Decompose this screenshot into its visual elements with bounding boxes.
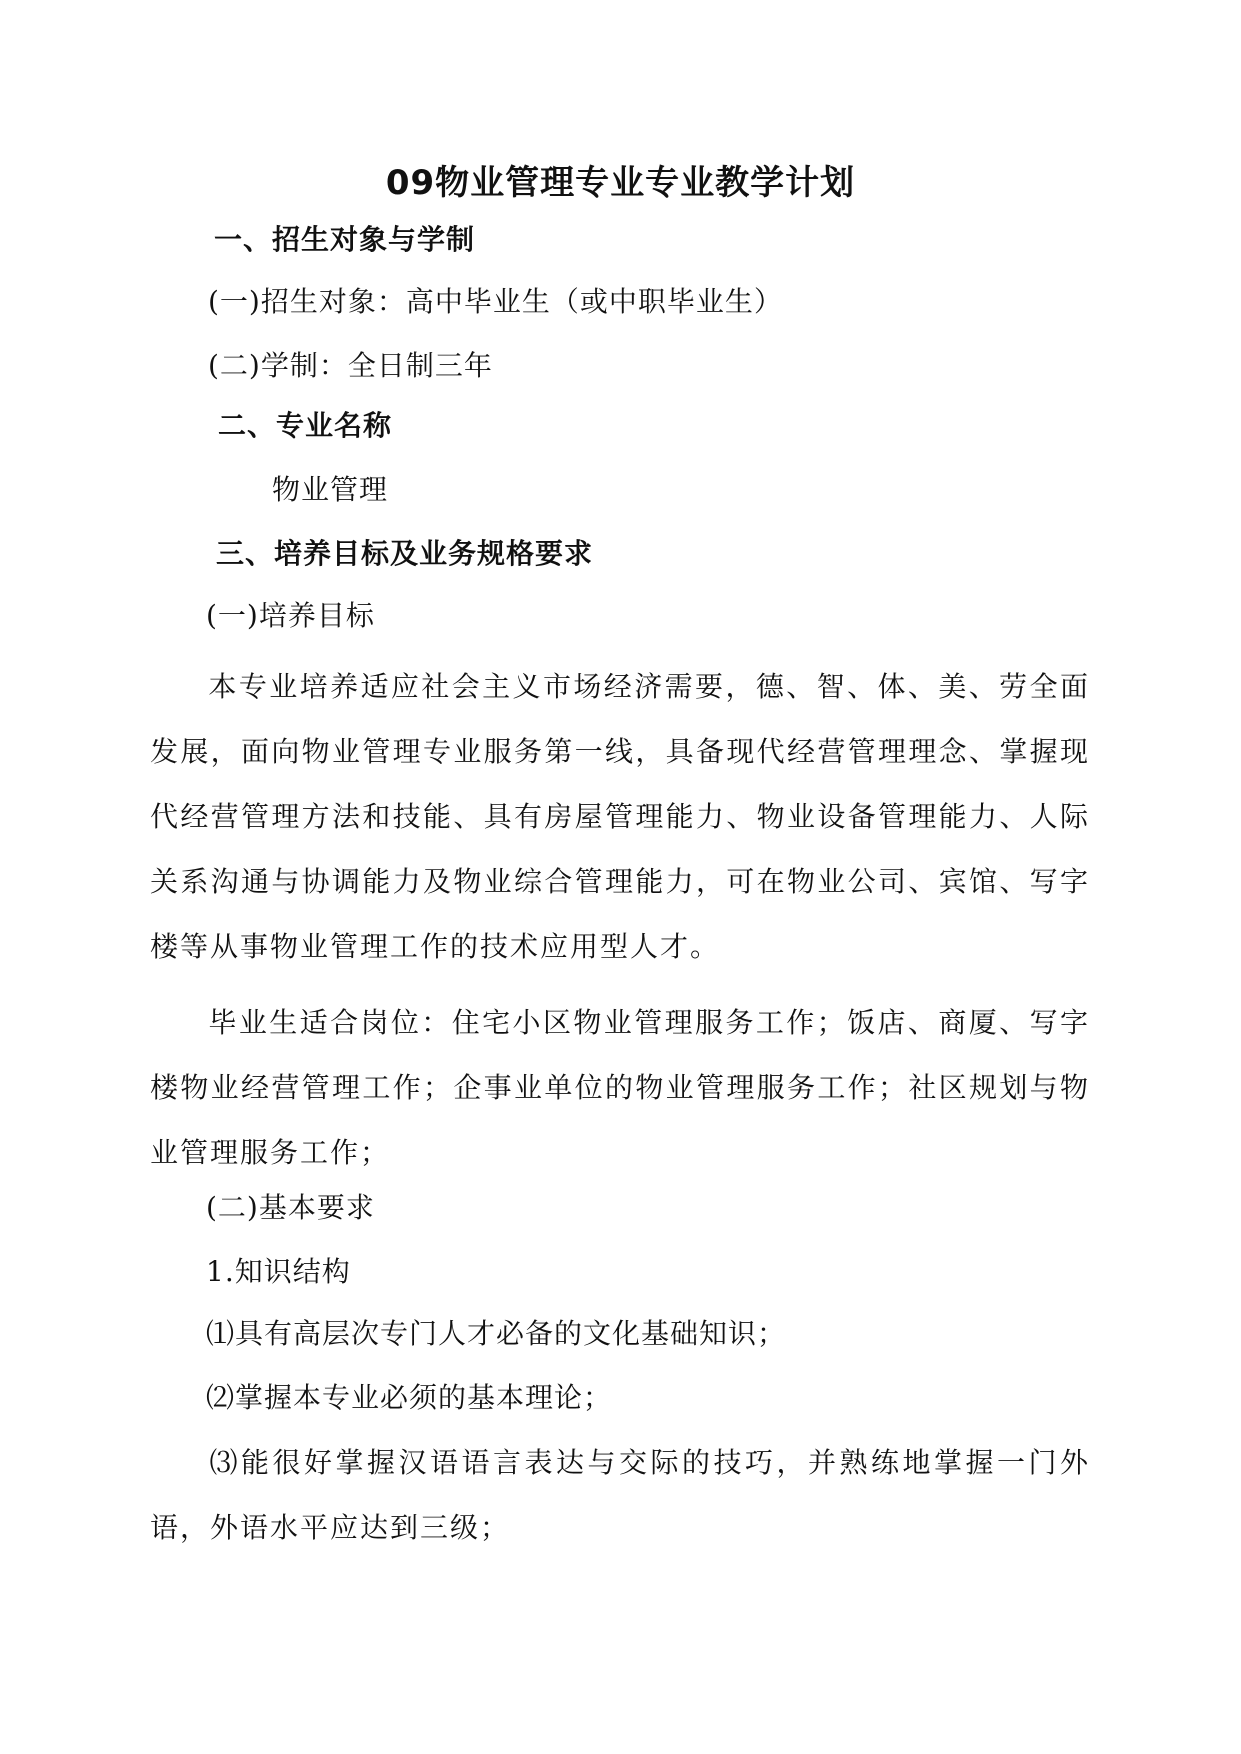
section-3-subheading-2: (二)基本要求: [206, 1191, 375, 1224]
section-2-body: 物业管理: [272, 473, 389, 506]
knowledge-item-3: ⑶能很好掌握汉语语言表达与交际的技巧，并熟练地掌握一门外语，外语水平应达到三级；: [150, 1446, 1090, 1544]
training-goal-text: 本专业培养适应社会主义市场经济需要，德、智、体、美、劳全面发展，面向物业管理专业服务第一线，具备现代经营管理理念、掌握现代经营管理方法和技能、具有房屋管理能力、物业设备管理能力、人际关系沟通与协调能力及物业综合管理能力，可在物业公司、宾馆、写字楼等从事物业管理工作的技术应用型人才。: [150, 670, 1090, 963]
knowledge-item-2: ⑵掌握本专业必须的基本理论；: [206, 1381, 613, 1414]
section-1-item-1: (一)招生对象：高中毕业生（或中职毕业生）: [208, 285, 783, 318]
section-3-heading: 三、培养目标及业务规格要求: [216, 537, 594, 570]
jobs-text: 毕业生适合岗位：住宅小区物业管理服务工作；饭店、商厦、写字楼物业经营管理工作；企事业单位的物业管理服务工作；社区规划与物业管理服务工作；: [150, 1006, 1090, 1169]
knowledge-item-1: ⑴具有高层次专门人才必备的文化基础知识；: [206, 1317, 787, 1350]
section-1-item-2: (二)学制：全日制三年: [208, 349, 493, 382]
section-2-heading: 二、专业名称: [218, 409, 393, 442]
knowledge-structure-heading: 1.知识结构: [206, 1255, 351, 1288]
jobs-paragraph: [150, 990, 1090, 1185]
training-goal-paragraph: [150, 654, 1090, 979]
knowledge-item-3-paragraph: [150, 1430, 1090, 1560]
section-3-subheading-1: (一)培养目标: [206, 599, 375, 632]
section-1-heading: 一、招生对象与学制: [214, 223, 476, 256]
document-title: 09物业管理专业专业教学计划: [385, 163, 856, 203]
